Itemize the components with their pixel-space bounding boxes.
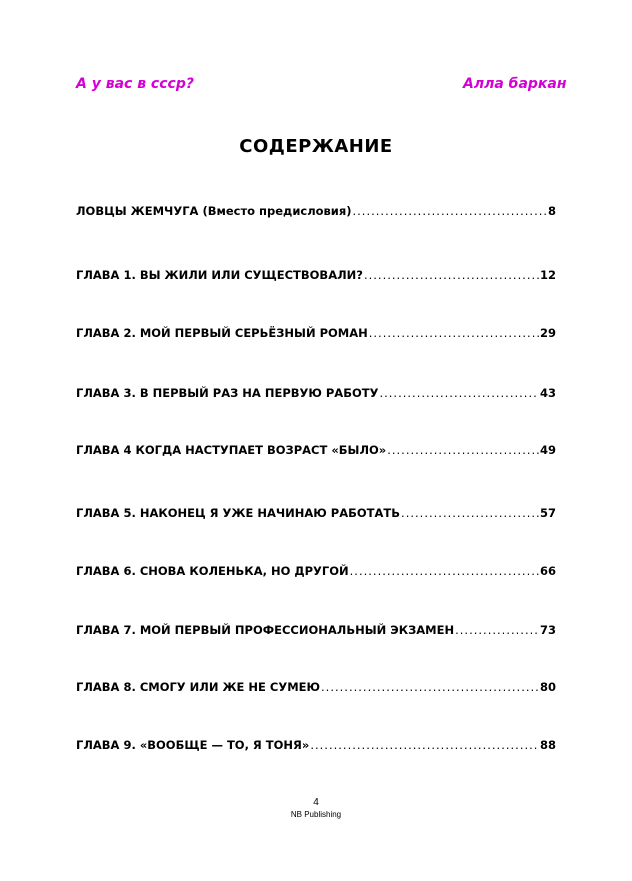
toc-entry-page: 29: [539, 326, 556, 340]
toc-dot-leader: [379, 386, 539, 400]
toc-entry-label: ГЛАВА 1. ВЫ ЖИЛИ ИЛИ СУЩЕСТВОВАЛИ?: [76, 268, 363, 282]
toc-entry-chapter-9: [76, 738, 556, 758]
toc-dot-leader: [350, 564, 539, 578]
toc-entry-chapter-6: [76, 564, 556, 584]
toc-entry-page: 12: [539, 268, 556, 282]
toc-dot-leader: [369, 326, 539, 340]
toc-dot-leader: [401, 506, 539, 520]
toc-entry-page: 73: [539, 623, 556, 637]
toc-entry-chapter-8: [76, 680, 556, 700]
toc-entry-chapter-1: [76, 268, 556, 288]
toc-dot-leader: [321, 680, 539, 694]
toc-entry-label: ГЛАВА 4 КОГДА НАСТУПАЕТ ВОЗРАСТ «БЫЛО»: [76, 443, 387, 457]
toc-entry-page: 57: [539, 506, 556, 520]
toc-entry-label: ГЛАВА 5. НАКОНЕЦ Я УЖЕ НАЧИНАЮ РАБОТАТЬ: [76, 506, 401, 520]
toc-dot-leader: [455, 623, 539, 637]
page-number: 4: [313, 797, 319, 808]
toc-entry-label: ЛОВЦЫ ЖЕМЧУГА (Вместо предисловия): [76, 204, 352, 218]
toc-entry-page: 49: [539, 443, 556, 457]
toc-entry-label: ГЛАВА 6. СНОВА КОЛЕНЬКА, НО ДРУГОЙ: [76, 564, 349, 578]
toc-entry-chapter-2: [76, 326, 556, 346]
toc-entry-page: 8: [547, 204, 556, 218]
toc-entry-label: ГЛАВА 3. В ПЕРВЫЙ РАЗ НА ПЕРВУЮ РАБОТУ: [76, 386, 379, 400]
toc-entry-chapter-3: [76, 386, 556, 406]
toc-entry-label: ГЛАВА 9. «ВООБЩЕ — ТО, Я ТОНЯ»: [76, 738, 310, 752]
toc-dot-leader: [387, 443, 539, 457]
header-book-title: А у вас в ссср?: [76, 76, 194, 92]
toc-dot-leader: [353, 204, 547, 218]
toc-entry-page: 80: [539, 680, 556, 694]
toc-entry-page: 66: [539, 564, 556, 578]
header-author: Алла баркан: [463, 76, 567, 92]
toc-dot-leader: [364, 268, 539, 282]
toc-dot-leader: [310, 738, 539, 752]
toc-entry-page: 88: [539, 738, 556, 752]
toc-entry-chapter-4: [76, 443, 556, 463]
toc-entry-chapter-7: [76, 623, 556, 643]
toc-entry-label: ГЛАВА 2. МОЙ ПЕРВЫЙ СЕРЬЁЗНЫЙ РОМАН: [76, 326, 368, 340]
toc-entry-preface: [76, 204, 556, 224]
toc-entry-label: ГЛАВА 8. СМОГУ ИЛИ ЖЕ НЕ СУМЕЮ: [76, 680, 321, 694]
toc-entry-label: ГЛАВА 7. МОЙ ПЕРВЫЙ ПРОФЕССИОНАЛЬНЫЙ ЭКЗАМЕН: [76, 623, 455, 637]
toc-title: СОДЕРЖАНИЕ: [239, 136, 393, 157]
toc-entry-chapter-5: [76, 506, 556, 526]
publisher-name: NB Publishing: [290, 810, 342, 819]
toc-entry-page: 43: [539, 386, 556, 400]
